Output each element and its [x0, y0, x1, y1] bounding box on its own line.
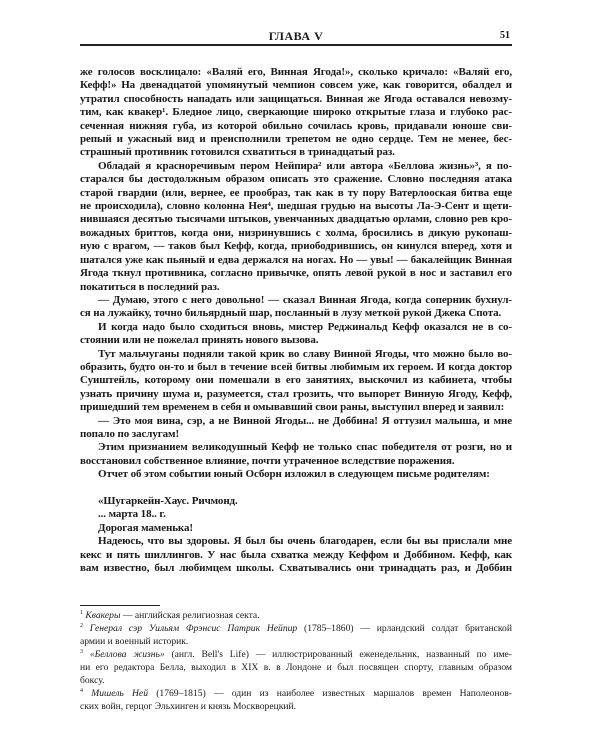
- footnote-line: [80, 648, 512, 661]
- footnote-term: Мишель Ней: [91, 688, 148, 699]
- chapter-title: ГЛАВА V: [268, 29, 324, 43]
- paragraph: [80, 468, 512, 481]
- text-line: стоянии или не пожелал принять нового вызова.: [80, 334, 319, 347]
- text-line: старой гвардии (или, вернее, ее прообраз, так как в ту пору Ватерлооская битва еще: [80, 186, 512, 199]
- footnote: [80, 622, 512, 648]
- text-line: старался бы достодолжным образом описать это сражение. Словно последняя атака: [80, 173, 512, 186]
- footnote-line: боксу.: [80, 675, 105, 686]
- footnote-line: [80, 622, 512, 635]
- paragraph: [80, 321, 512, 348]
- text-line: же голосов восклицало: «Валяй его, Винная Ягода!», сколько кричало: «Валяй его,: [80, 66, 512, 78]
- text-line: нившаяся десятью тысячами штыков, увенчанных двадцатью орлами, словно рев кро-: [80, 213, 512, 226]
- text-line: тим, как квакер¹. Бледное лицо, сверкающие широко открытые глаза и глубоко рас-: [80, 106, 512, 119]
- paragraph: [80, 348, 512, 415]
- footnote: [80, 648, 512, 687]
- paragraph: [80, 415, 512, 442]
- text-line: Обладай я красноречивым пером Нейпира² или автора «Беллова жизнь»³, я по-: [98, 159, 512, 172]
- text-line: утратил способность нападать или защищаться. Винная же Ягода оставался невозму-: [80, 92, 512, 105]
- running-header: [80, 28, 512, 46]
- text-line: ... марта 18.. г.: [98, 508, 166, 521]
- footnote-line: ни его редактора Белла, выходил в XIX в. в Лондоне и был посвящен спорту, главным образом: [80, 662, 512, 673]
- paragraph: [80, 535, 512, 575]
- footnotes: [80, 609, 512, 713]
- paragraph: [80, 294, 512, 321]
- footnote-mark: 1: [80, 609, 83, 616]
- text-line: шатался уже как пьяный и едва держался на ногах. Но — увы! — бакалейщик Винная: [80, 253, 512, 266]
- footnote-text: (1769–1815) — один из наиболее известных маршалов времен Наполеонов-: [148, 688, 512, 699]
- paragraph: [80, 441, 512, 468]
- paragraph: [80, 495, 512, 508]
- paragraph: [80, 160, 512, 294]
- text-line: Суиштейль, которому они помешали в его занятиях, выскочил из кабинета, чтобы: [80, 374, 512, 387]
- text-line: образить, будто он-то и был в течение всей битвы любимым их героем. И когда доктор: [80, 360, 512, 373]
- text-line: И когда надо было сходиться вновь, мистер Реджинальд Кефф оказался не в со-: [98, 320, 512, 333]
- text-line: Этим признанием великодушный Кефф не только спас победителя от розги, но и: [98, 441, 512, 454]
- text-line: попало по заслугам!: [80, 427, 180, 440]
- text-line: Ягода ткнул противника, согласно привычке, опять левой рукой в нос и заставил его: [80, 267, 512, 280]
- footnote-term: Квакеры: [85, 610, 121, 621]
- footnote: [80, 687, 512, 713]
- footnote-mark: 3: [80, 648, 83, 655]
- text-line: вожадных бриттов, когда они, низринувшись с холма, бросились в дикую рукопаш-: [80, 226, 512, 239]
- footnote-text: (1785–1860) — ирландский солдат британской: [297, 623, 512, 634]
- footnote-term: «Беллова жизнь»: [89, 649, 165, 660]
- paragraph: [80, 508, 512, 521]
- text-line: Отчет об этом событии юный Осборн изложил в следующем письме родителям:: [98, 468, 490, 481]
- text-line: пришедший тем временем в себя и омывавший свои раны, выступил вперед и заявил:: [80, 401, 505, 414]
- text-line: — Это моя вина, сэр, а не Винной Ягоды... не Доббина! Я оттузил малыша, и мне: [98, 414, 512, 427]
- text-line: Тут мальчуганы подняли такой крик во славу Винной Ягоды, что можно было во-: [98, 347, 512, 360]
- text-line: страшный противник готовился схватиться в тринадцатый раз.: [80, 146, 395, 159]
- page-number: 51: [500, 30, 510, 41]
- footnote-divider: [80, 605, 160, 606]
- text-line: репый и ужасный вид и преисполнили трепетом не одно сердце. Тем не менее, бес-: [80, 133, 512, 146]
- footnote-text: — английская религиозная секта.: [120, 610, 260, 621]
- text-line: сеченная нижняя губа, из которой обильно сочилась кровь, придавали юноше сви-: [80, 119, 512, 132]
- text-line: покатиться в последний раз.: [80, 280, 220, 293]
- text-line: — Думаю, этого с него довольно! — сказал Винная Ягода, когда соперник бухнул-: [98, 293, 512, 306]
- footnote-term: Генерал сэр Уильям Фрэнсис Патрик Нейпир: [89, 623, 298, 634]
- paragraph: [80, 522, 512, 535]
- footnote-line: [80, 687, 512, 700]
- text-line: ся на лужайку, точно бильярдный шар, посланный в лузу меткой рукой Джека Спота.: [80, 307, 502, 320]
- text-line: кекс и пять шиллингов. У нас была схватка между Кеффом и Доббином. Кефф, как: [80, 548, 512, 561]
- footnote-line: ских войн, герцог Эльхинген и князь Москворецкий.: [80, 701, 297, 712]
- text-line: вам известно, был любимцем школы. Схватывались они тринадцать раз, и Доббин: [80, 562, 512, 575]
- footnote-text: (англ. Bell's Life) — иллюстрированный еженедельник, названный по име-: [164, 649, 512, 660]
- text-line: Дорогая маменька!: [98, 521, 193, 534]
- footnote-mark: 4: [80, 687, 83, 694]
- footnote-line: [80, 609, 512, 622]
- body-text: [80, 66, 512, 575]
- footnote-line: армии и военный историк.: [80, 636, 189, 647]
- paragraph: [80, 66, 512, 160]
- text-line: Надеюсь, что вы здоровы. Я был бы очень благодарен, если бы вы прислали мне: [98, 535, 512, 548]
- text-line: «Шугаркейн-Хаус. Ричмонд.: [98, 494, 238, 507]
- text-line: узнать причину шума и, разумеется, стал грозить, что выпорет Винную Ягоду, Кефф,: [80, 387, 512, 400]
- text-line: Кефф!» На двенадцатой упомянутый чемпион совсем уже, как говорится, обалдел и: [80, 79, 512, 92]
- footnote: [80, 609, 512, 622]
- blank-line: [80, 482, 512, 495]
- text-line: восстановил собственное влияние, почти утраченное вследствие поражения.: [80, 454, 455, 467]
- footnote-mark: 2: [80, 622, 83, 629]
- text-line: не происходила), словно колонна Нея⁴, шедшая грудью на высоты Ла-Э-Сент и щети-: [80, 200, 512, 213]
- text-line: ную с врагом, — таков был Кефф, когда, приободрившись, он кинулся вперед, хотя и: [80, 240, 512, 253]
